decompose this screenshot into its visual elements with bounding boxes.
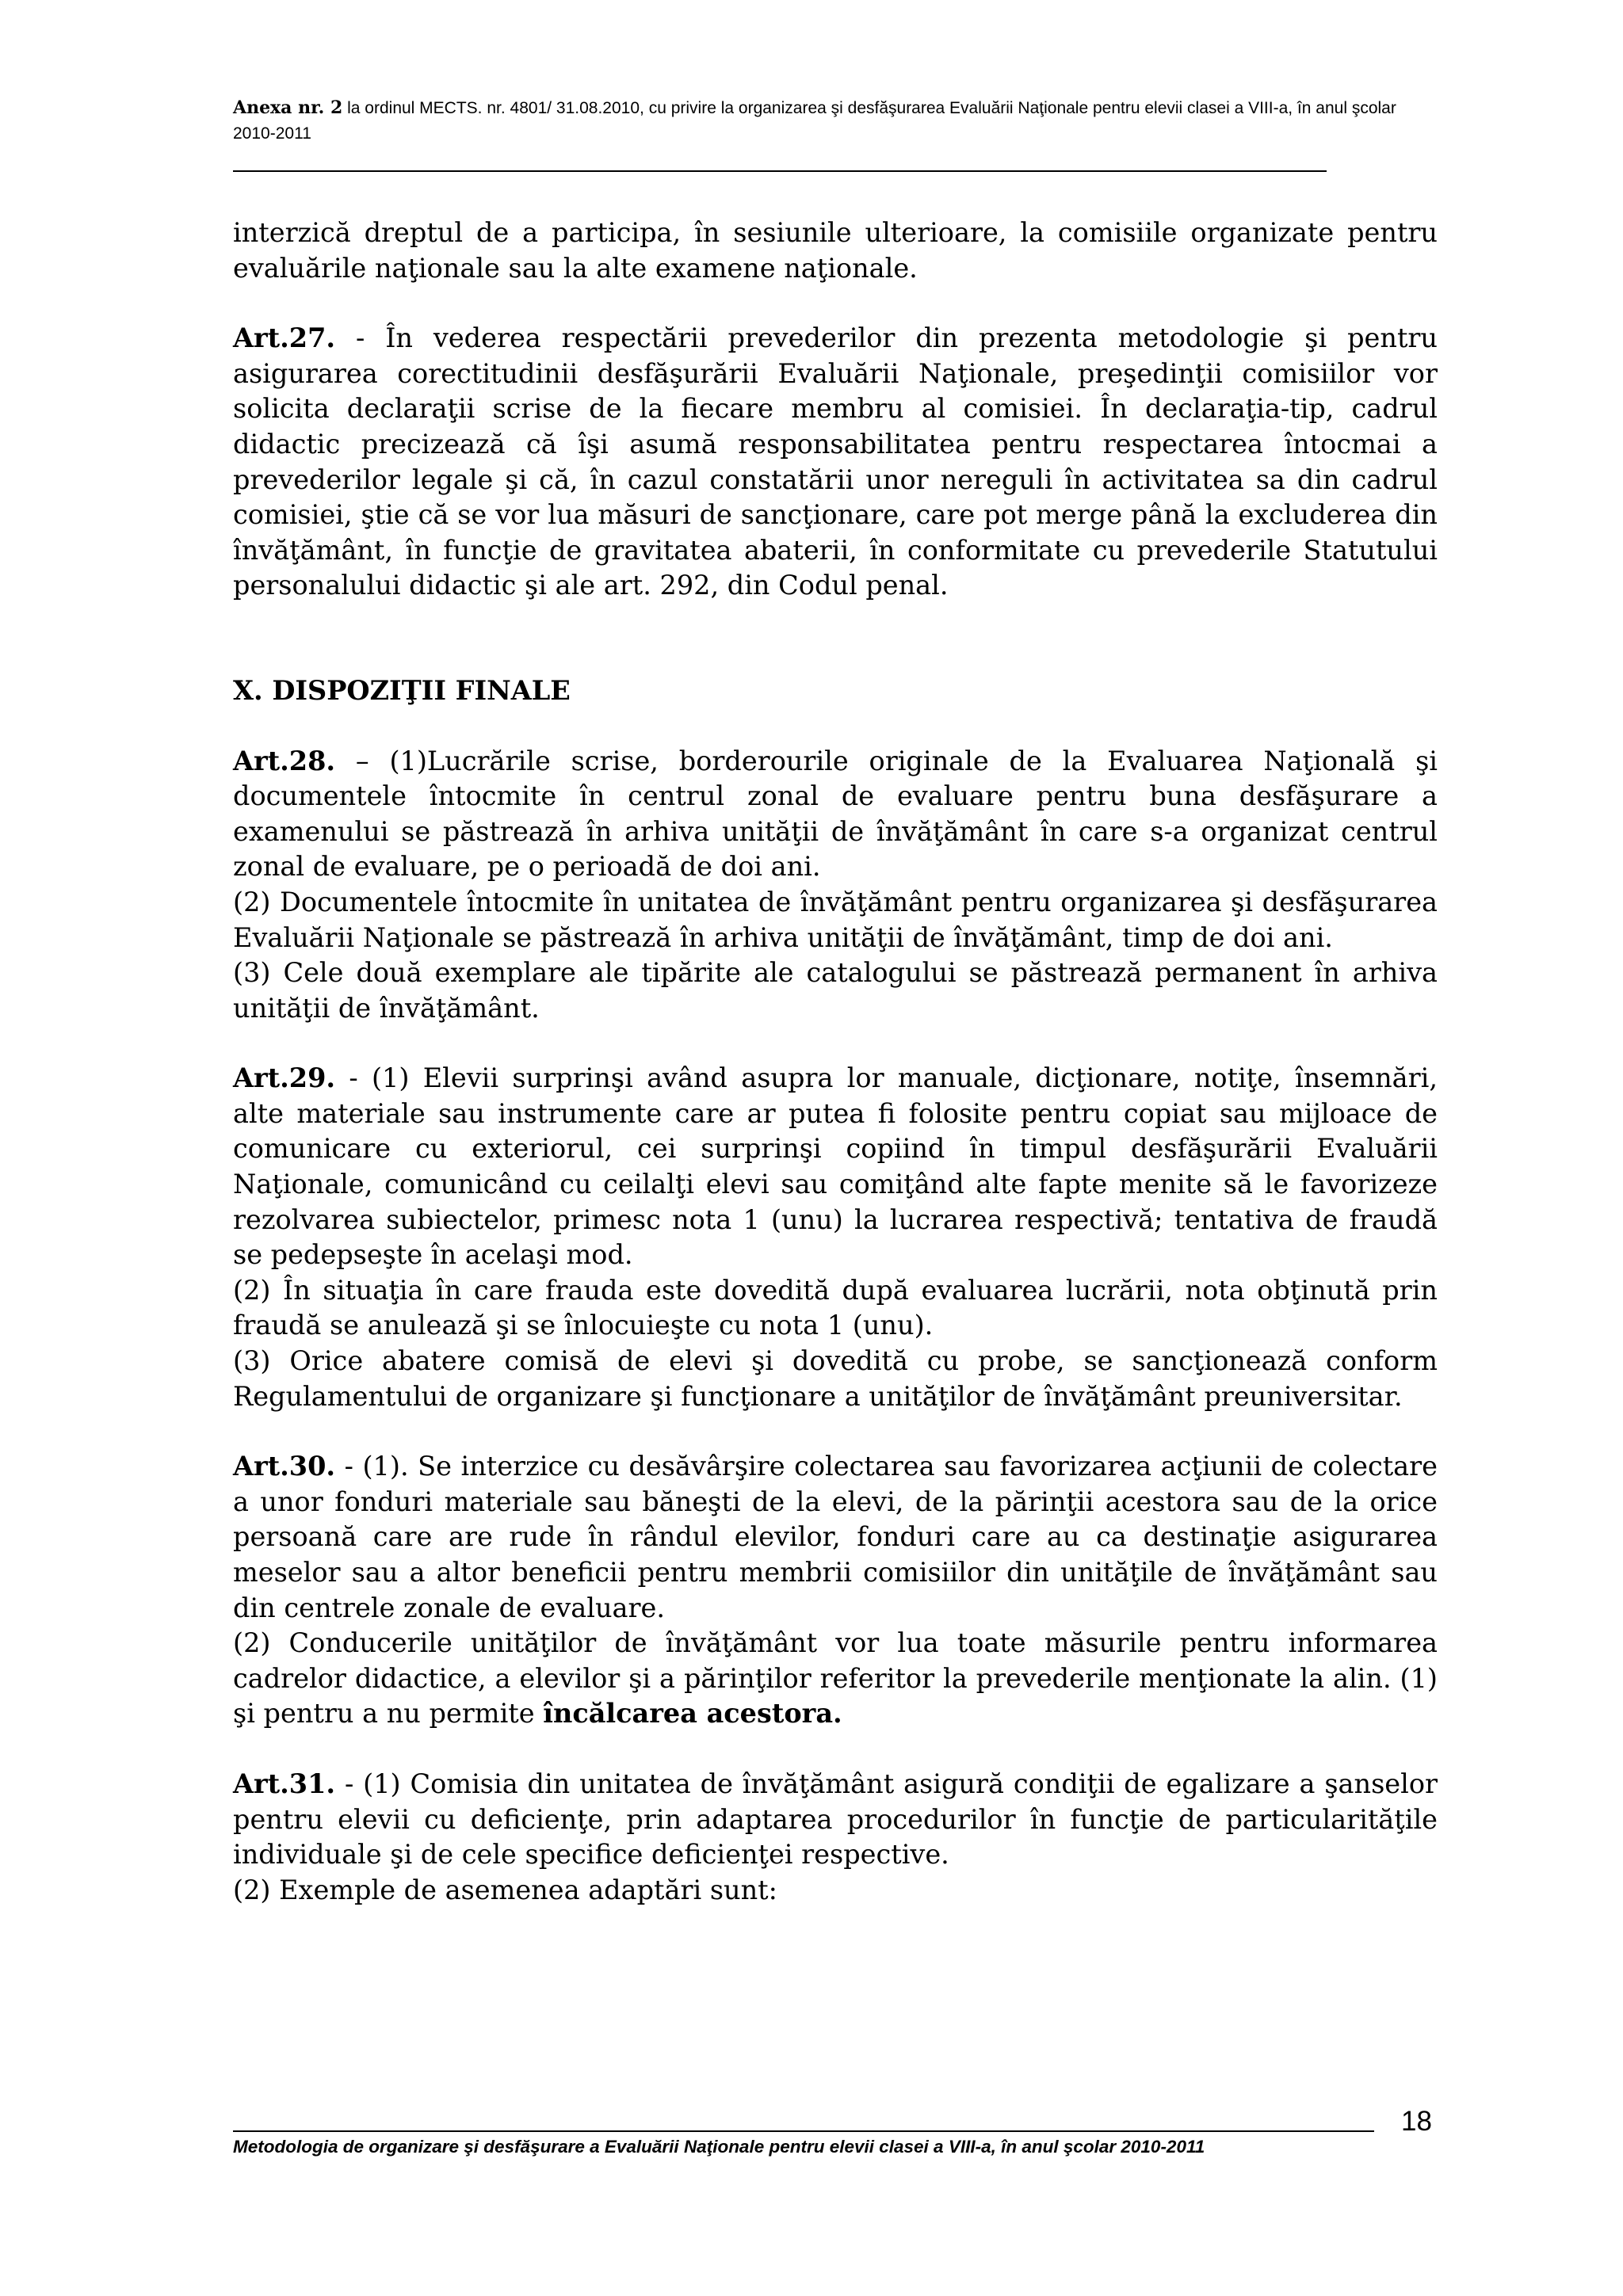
article-text: - (1) Elevii surprinşi având asupra lor manuale, dicţionare, notiţe, însemnări, alte materiale sau instrumente care ar putea fi folosite pentru copiat sau mijloace de comunicare cu exteriorul, cei surprinşi copiind în timpul desfăşurării Evaluării Naţionale, comunicând cu ceilalţi elevi sau comiţând alte fapte menite să le favorizeze rezolvarea subiectelor, primesc nota 1 (unu) la lucrarea respectivă; tentativa de fraudă se pedepseşte în acelaşi mod.: [233, 1062, 1438, 1271]
article-29-par-3: (3) Orice abatere comisă de elevi şi dovedită cu probe, se sancţionează conform Regulamentului de organizare şi funcţionare a unităţilor de învăţământ preuniversitar.: [233, 1345, 1438, 1412]
article-label: Art.29.: [233, 1062, 336, 1094]
article-28: [233, 744, 1438, 885]
header-text: la ordinul MECTS. nr. 4801/ 31.08.2010, cu privire la organizarea şi desfăşurarea Evaluării Naţionale pentru elevii clasei a VIII-a, în anul şcolar 2010-2011: [233, 99, 1396, 143]
document-body: [233, 215, 1438, 1908]
page-number: 18: [1401, 2106, 1432, 2137]
paragraph-text: (2) Conducerile unităţilor de învăţământ vor lua toate măsurile pentru informarea cadrelor didactice, a elevilor şi a părinţilor referitor la prevederile menţionate la alin. (1) şi pentru a nu permite: [233, 1627, 1438, 1730]
article-label: Art.31.: [233, 1768, 336, 1799]
article-text: - În vederea respectării prevederilor din prezenta metodologie şi pentru asigurarea corectitudinii desfăşurării Evaluării Naţionale, preşedinţii comisiilor vor solicita declaraţii scrise de la fiecare membru al comisiei. În declaraţia-tip, cadrul didactic precizează că îşi asumă responsabilitatea pentru respectarea întocmai a prevederilor legale şi că, în cazul constatării unor nereguli în activitatea sa din cadrul comisiei, ştie că se vor lua măsuri de sancţionare, care pot merge până la excluderea din învăţământ, în funcţie de gravitatea abaterii, în conformitate cu prevederile Statutului personalului didactic şi ale art. 292, din Codul penal.: [233, 322, 1438, 601]
paragraph-continuation: interzică dreptul de a participa, în sesiunile ulterioare, la comisiile organizate pentru evaluările naţionale sau la alte examene naţionale.: [233, 217, 1438, 284]
article-30-par-2: [233, 1626, 1438, 1732]
bold-emphasis: încălcarea acestora.: [543, 1698, 842, 1730]
article-27: [233, 321, 1438, 604]
article-29-par-2: (2) În situaţia în care frauda este dovedită după evaluarea lucrării, nota obţinută prin fraudă se anulează şi se înlocuieşte cu nota 1 (unu).: [233, 1274, 1438, 1341]
annex-label: Anexa nr. 2: [233, 97, 343, 118]
page-footer: Metodologia de organizare şi desfăşurare a Evaluării Naţionale pentru elevii clasei a VIII-a, în anul şcolar 2010-2011: [233, 2137, 1205, 2157]
footer-divider: [233, 2130, 1374, 2132]
article-29: [233, 1061, 1438, 1273]
header-divider: [233, 170, 1327, 172]
page-header: [233, 95, 1438, 147]
article-label: Art.27.: [233, 322, 336, 354]
article-text: - (1) Comisia din unitatea de învăţământ asigură condiţii de egalizare a şanselor pentru elevii cu deficienţe, prin adaptarea procedurilor în funcţie de particularităţile individuale şi de cele specifice deficienţei respective.: [233, 1768, 1438, 1871]
article-31: [233, 1767, 1438, 1873]
article-28-par-3: (3) Cele două exemplare ale tipărite ale catalogului se păstrează permanent în arhiva unităţii de învăţământ.: [233, 957, 1438, 1024]
article-label: Art.30.: [233, 1451, 336, 1482]
article-28-par-2: (2) Documentele întocmite în unitatea de învăţământ pentru organizarea şi desfăşurarea Evaluării Naţionale se păstrează în arhiva unităţii de învăţământ, timp de doi ani.: [233, 886, 1438, 953]
article-31-par-2: (2) Exemple de asemenea adaptări sunt:: [233, 1874, 777, 1905]
article-text: – (1)Lucrările scrise, borderourile originale de la Evaluarea Naţională şi documentele întocmite în centrul zonal de evaluare pentru buna desfăşurare a examenului se păstrează în arhiva unităţii de învăţământ în care s-a organizat centrul zonal de evaluare, pe o perioadă de doi ani.: [233, 745, 1438, 883]
article-text: - (1). Se interzice cu desăvârşire colectarea sau favorizarea acţiunii de colectare a unor fonduri materiale sau băneşti de la elevi, de la părinţii acestora sau de la orice persoană care are rude în rândul elevilor, fonduri care au ca destinaţie asigurarea meselor sau a altor beneficii pentru membrii comisiilor din unităţile de învăţământ sau din centrele zonale de evaluare.: [233, 1451, 1438, 1623]
article-label: Art.28.: [233, 745, 336, 776]
section-title: X. DISPOZIŢII FINALE: [233, 674, 571, 706]
article-30: [233, 1449, 1438, 1626]
